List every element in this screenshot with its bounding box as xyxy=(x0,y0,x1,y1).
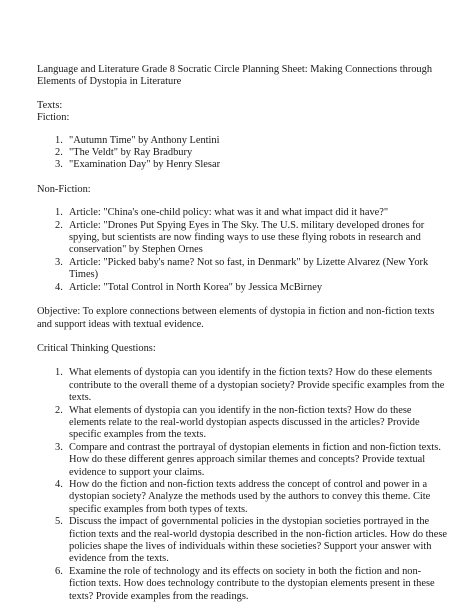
list-item-text: Article: "China's one-child policy: what was it and what impact did it have?" xyxy=(69,207,389,219)
spacer xyxy=(37,294,447,306)
list-item xyxy=(37,135,447,147)
list-number: 5. xyxy=(55,516,63,528)
list-number: 2. xyxy=(55,147,63,159)
list-item-text: Compare and contrast the portrayal of dystopian elements in fiction and non-fiction texts. How do these different genres approach similar themes and concepts? Provide textual evidence to support your claims. xyxy=(69,441,441,478)
list-number: 3. xyxy=(55,256,63,268)
list-item xyxy=(37,405,447,442)
list-number: 1. xyxy=(55,207,63,219)
list-item xyxy=(37,257,447,282)
list-item xyxy=(37,207,447,219)
list-number: 3. xyxy=(55,441,63,453)
objective-text: Objective: To explore connections between elements of dystopia in fiction and non-fiction texts and support ideas with textual evidence. xyxy=(37,306,435,330)
list-item-text: "Autumn Time" by Anthony Lentini xyxy=(69,134,220,146)
list-number: 4. xyxy=(55,281,63,293)
spacer xyxy=(37,331,447,343)
texts-label: Texts: xyxy=(37,99,63,111)
list-item-text: Examine the role of technology and its effects on society in both the fiction and non-fiction texts. How does technology contribute to the dystopian elements present in these texts? Provide examples from the readings. xyxy=(69,565,435,602)
list-item xyxy=(37,516,447,566)
fiction-list xyxy=(37,135,447,172)
document-page xyxy=(37,64,447,603)
list-number: 1. xyxy=(55,367,63,379)
list-item-text: Article: "Picked baby's name? Not so fast, in Denmark" by Lizette Alvarez (New York Times) xyxy=(69,256,429,281)
list-item-text: What elements of dystopia can you identify in the non-fiction texts? How do these elements relate to the real-world dystopian aspects discussed in the articles? Provide specific examples from the texts. xyxy=(69,404,420,441)
fiction-label: Fiction: xyxy=(37,112,70,124)
list-item xyxy=(37,566,447,603)
nonfiction-label: Non-Fiction: xyxy=(37,183,91,195)
list-number: 2. xyxy=(55,219,63,231)
list-item-text: Discuss the impact of governmental policies in the dystopian societies portrayed in the fiction texts and the real-world dystopia described in the non-fiction articles. How do these policies shape the lives of individuals within these societies? Support your answer with evidence from the texts. xyxy=(69,516,447,565)
questions-list xyxy=(37,367,447,603)
list-number: 1. xyxy=(55,134,63,146)
list-item xyxy=(37,220,447,257)
list-number: 4. xyxy=(55,478,63,490)
list-item xyxy=(37,367,447,404)
spacer xyxy=(37,172,447,184)
list-item-text: "Examination Day" by Henry Slesar xyxy=(69,159,221,171)
document-title: Language and Literature Grade 8 Socratic Circle Planning Sheet: Making Connections through Elements of Dystopia in Literature xyxy=(37,64,433,88)
list-number: 2. xyxy=(55,404,63,416)
questions-label: Critical Thinking Questions: xyxy=(37,342,156,354)
list-item xyxy=(37,479,447,516)
nonfiction-list xyxy=(37,207,447,294)
list-number: 3. xyxy=(55,159,63,171)
list-number: 6. xyxy=(55,565,63,577)
list-item-text: What elements of dystopia can you identify in the fiction texts? How do these elements contribute to the overall theme of a dystopian society? Provide specific examples from the texts. xyxy=(69,367,445,404)
list-item xyxy=(37,159,447,171)
list-item xyxy=(37,147,447,159)
list-item xyxy=(37,282,447,294)
list-item-text: Article: "Total Control in North Korea" by Jessica McBirney xyxy=(69,281,323,293)
list-item-text: "The Veldt" by Ray Bradbury xyxy=(69,147,193,159)
list-item xyxy=(37,442,447,479)
list-item-text: Article: "Drones Put Spying Eyes in The Sky. The U.S. military developed drones for spying, but scientists are now finding ways to use these flying robots in research and conservation" by Stephen Ornes xyxy=(69,219,425,256)
list-item-text: How do the fiction and non-fiction texts address the concept of control and power in a dystopian society? Analyze the methods used by the authors to convey this theme. Cite specific examples from both types of texts. xyxy=(69,478,431,515)
